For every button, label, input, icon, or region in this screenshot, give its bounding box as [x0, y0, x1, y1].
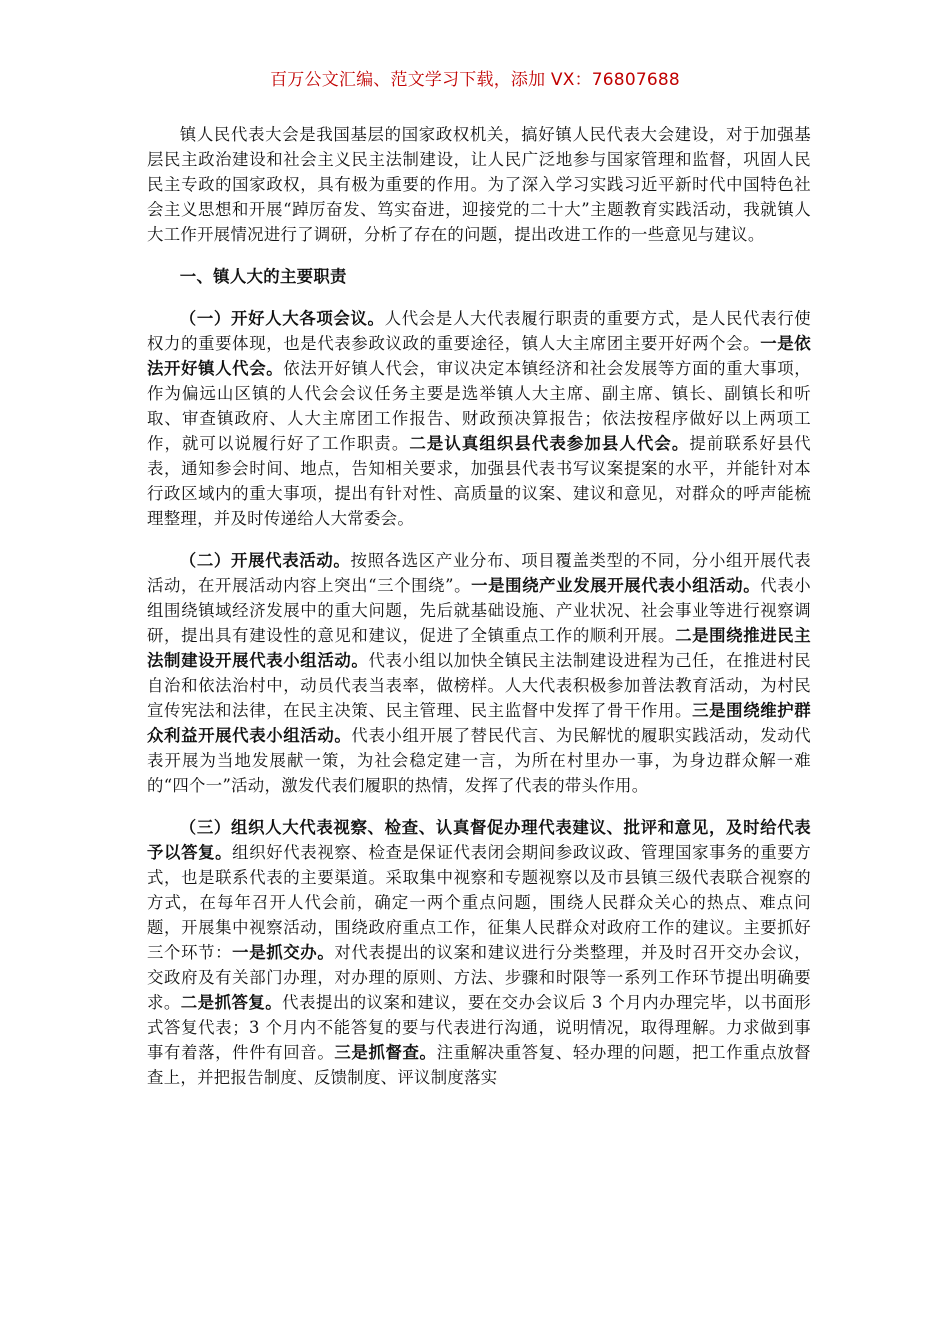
paragraph-meetings	[147, 306, 811, 531]
paragraph-activities	[147, 548, 811, 798]
paragraph-text: 代表小组以加快全镇民主法制建设进程为己任，在推进村民自治和依法治村中，动员代表当表率，做榜样。人大代表积极参加普法教育活动，为村民宣传宪法和法律，在民主决策、民主管理、民主监督中发挥了骨干作用。	[147, 651, 811, 720]
paragraph-text: 提前联系好县代表，通知参会时间、地点，告知相关要求，加强县代表书写议案提案的水平，并能针对本行政区域内的重大事项，提出有针对性、高质量的议案、建议和意见，对群众的呼声能梳理整理，并及时传递给人大常委会。	[147, 434, 811, 528]
paragraph-text: 代表提出的议案和建议，要在交办会议后 3 个月内办理完毕，以书面形式答复代表；3 个月内不能答复的要与代表进行沟通，说明情况，取得理解。力求做到事事有着落，件件有回音。	[147, 993, 811, 1062]
point-heading: 二是围绕推进民主法制建设开展代表小组活动。	[147, 626, 811, 670]
paragraph-text: 组织好代表视察、检查是保证代表闭会期间参政议政、管理国家事务的重要方式，也是联系代表的主要渠道。采取集中视察和专题视察以及市县镇三级代表联合视察的方式，在每年召开人代会前，确定一两个重点问题，围绕人民群众关心的热点、难点问题，开展集中视察活动，围绕政府重点工作，征集人民群众对政府工作的建议。主要抓好三个环节：	[147, 843, 811, 962]
subheading-activities: （二）开展代表活动。	[179, 551, 351, 570]
section-heading-1: 一、镇人大的主要职责	[179, 267, 347, 286]
point-heading: 二是认真组织县代表参加县人代会。	[409, 434, 690, 453]
header-banner: 百万公文汇编、范文学习下载，添加 VX：76807688	[270, 70, 680, 90]
subheading-meetings: （一）开好人大各项会议。	[179, 309, 385, 328]
point-heading: 三是抓督查。	[334, 1043, 437, 1062]
paragraph-text: 按照各选区产业分布、项目覆盖类型的不同，分小组开展代表活动，在开展活动内容上突出“三个围绕”。	[147, 551, 811, 595]
point-heading: 一是抓交办。	[232, 943, 335, 962]
paragraph-text: 代表小组围绕镇域经济发展中的重大问题，先后就基础设施、产业状况、社会事业等进行视察调研，提出具有建设性的意见和建议，促进了全镇重点工作的顺利开展。	[147, 576, 811, 645]
intro-paragraph: 镇人民代表大会是我国基层的国家政权机关，搞好镇人民代表大会建设，对于加强基层民主政治建设和社会主义民主法制建设，让人民广泛地参与国家管理和监督，巩固人民民主专政的国家政权，具有极为重要的作用。为了深入学习实践习近平新时代中国特色社会主义思想和开展“踔厉奋发、笃实奋进，迎接党的二十大”主题教育实践活动，我就镇人大工作开展情况进行了调研，分析了存在的问题，提出改进工作的一些意见与建议。	[147, 125, 811, 244]
point-heading: 一是依法开好镇人代会。	[147, 334, 811, 378]
paragraph-text: 人代会是人大代表履行职责的重要方式，是人民代表行使权力的重要体现，也是代表参政议政的重要途径，镇人大主席团主要开好两个会。	[147, 309, 811, 353]
paragraph-text: 依法开好镇人代会，审议决定本镇经济和社会发展等方面的重大事项，作为偏远山区镇的人代会会议任务主要是选举镇人大主席、副主席、镇长、副镇长和听取、审查镇政府、人大主席团工作报告、财政预决算报告；依法按程序做好以上两项工作，就可以说履行好了工作职责。	[147, 359, 811, 453]
point-heading: 三是围绕维护群众利益开展代表小组活动。	[147, 701, 811, 745]
paragraph-text: 对代表提出的议案和建议进行分类整理，并及时召开交办会议，交政府及有关部门办理，对办理的原则、方法、步骤和时限等一系列工作环节提出明确要求。	[147, 943, 811, 1012]
paragraph-text: 代表小组开展了替民代言、为民解忧的履职实践活动，发动代表开展为当地发展献一策，为社会稳定建一言，为所在村里办一事，为身边群众解一难的“四个一”活动，激发代表们履职的热情，发挥了代表的带头作用。	[147, 726, 811, 795]
paragraph-inspection	[147, 815, 811, 1090]
point-heading: 二是抓答复。	[180, 993, 283, 1012]
point-heading: 一是围绕产业发展开展代表小组活动。	[471, 576, 761, 595]
document-body	[147, 122, 811, 1107]
subheading-inspection: （三）组织人大代表视察、检查、认真督促办理代表建议、批评和意见，及时给代表予以答复。	[147, 818, 811, 862]
paragraph-text: 注重解决重答复、轻办理的问题，把工作重点放督查上，并把报告制度、反馈制度、评议制度落实	[147, 1043, 811, 1087]
